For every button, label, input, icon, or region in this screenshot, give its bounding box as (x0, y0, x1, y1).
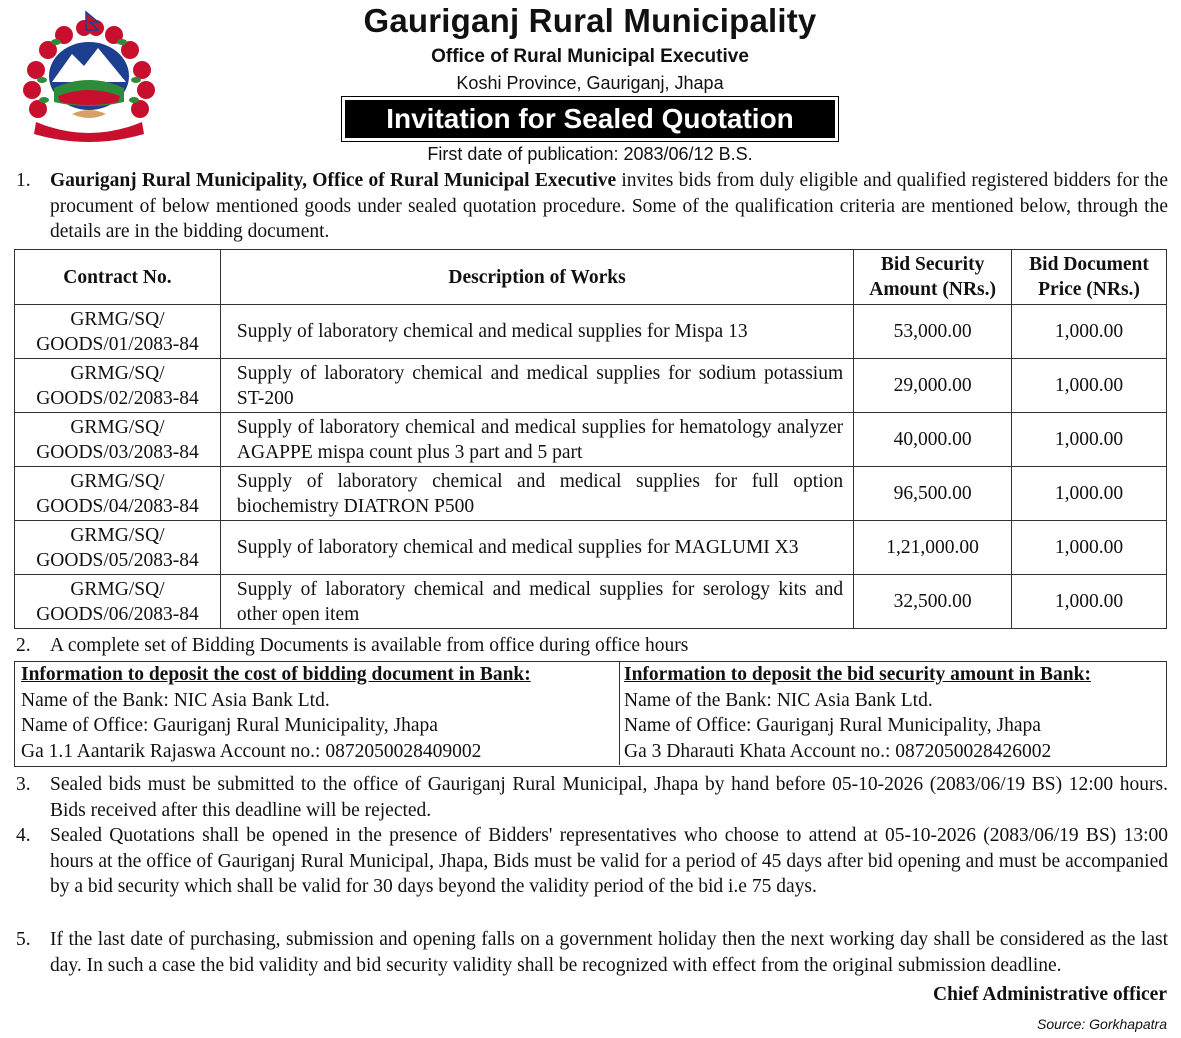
contracts-table (14, 249, 1167, 629)
bank-account-no: Ga 1.1 Aantarik Rajaswa Account no.: 0872050028409002 (21, 740, 482, 762)
bank-info-box (14, 661, 1167, 767)
contract-no-cell: GRMG/SQ/ GOODS/01/2083-84 (15, 305, 221, 359)
office-name: Office of Rural Municipal Executive (431, 46, 749, 67)
clause-4 (14, 823, 1168, 900)
source-credit: Source: Gorkhapatra (1037, 1016, 1167, 1032)
contract-no-cell: GRMG/SQ/ GOODS/02/2083-84 (15, 359, 221, 413)
description-cell: Supply of laboratory chemical and medical supplies for sodium potassium ST-200 (220, 359, 853, 413)
clause-number: 5. (16, 929, 31, 950)
clause-number: 2. (16, 635, 31, 656)
contract-no-cell: GRMG/SQ/ GOODS/04/2083-84 (15, 467, 221, 521)
clause-text: Sealed Quotations shall be opened in the presence of Bidders' representatives who choose to attend at 05-10-2026 (2083/06/19 BS) 13:00 hours at the office of Gauriganj Rural Municipal, Jhapa, Bids must be valid for a period of 45 days after bid opening and must be accompanied by a bid security which shall be valid for 30 days beyond the validity period of the bid i.e 75 days. (50, 825, 1168, 897)
header-contract-no: Contract No. (15, 250, 221, 305)
description-cell: Supply of laboratory chemical and medical supplies for Mispa 13 (220, 305, 853, 359)
clause-body-text: invites bids from duly eligible and qualified registered bidders for the procument of below mentioned goods under sealed quotation procedure. Some of the qualification criteria are mentioned below, through the details are in the bidding document. (50, 170, 1168, 242)
header-bid-security: Bid Security Amount (NRs.) (854, 250, 1012, 305)
notice-banner: Invitation for Sealed Quotation (345, 100, 835, 138)
document-price-cell: 1,000.00 (1012, 305, 1167, 359)
document-price-cell: 1,000.00 (1012, 359, 1167, 413)
table-row (15, 521, 1167, 575)
clause-5 (14, 927, 1168, 978)
bid-security-cell: 96,500.00 (854, 467, 1012, 521)
table-row (15, 413, 1167, 467)
clause-number: 4. (16, 825, 31, 846)
contract-no-cell: GRMG/SQ/ GOODS/03/2083-84 (15, 413, 221, 467)
clause-1 (14, 168, 1168, 245)
description-cell: Supply of laboratory chemical and medical supplies for full option biochemistry DIATRON P500 (220, 467, 853, 521)
contract-no-cell: GRMG/SQ/ GOODS/06/2083-84 (15, 575, 221, 629)
clause-bold-text: Gauriganj Rural Municipality, Office of Rural Municipal Executive (50, 170, 617, 191)
clause-3 (14, 772, 1168, 823)
bank-account-no: Ga 3 Dharauti Khata Account no.: 0872050028426002 (624, 740, 1052, 762)
document-price-cell: 1,000.00 (1012, 575, 1167, 629)
description-cell: Supply of laboratory chemical and medical supplies for hematology analyzer AGAPPE mispa count plus 3 part and 5 part (220, 413, 853, 467)
bank-info-heading: Information to deposit the cost of bidding document in Bank: (21, 664, 531, 685)
clause-number: 3. (16, 774, 31, 795)
bid-security-cell: 1,21,000.00 (854, 521, 1012, 575)
table-row (15, 359, 1167, 413)
table-row (15, 575, 1167, 629)
document-price-cell: 1,000.00 (1012, 413, 1167, 467)
nepal-emblem-icon (14, 10, 164, 146)
bid-security-cell: 29,000.00 (854, 359, 1012, 413)
bank-info-document-cost (21, 662, 611, 765)
clause-number: 1. (16, 170, 31, 191)
clause-text: Sealed bids must be submitted to the office of Gauriganj Rural Municipal, Jhapa by hand before 05-10-2026 (2083/06/19 BS) 12:00 hours. Bids received after this deadline will be rejected. (50, 774, 1168, 821)
clause-text: If the last date of purchasing, submission and opening falls on a government holiday then the next working day shall be considered as the last day. In such a case the bid validity and bid security validity shall be recognized with effect from the original submission deadline. (50, 929, 1168, 976)
bid-security-cell: 32,500.00 (854, 575, 1012, 629)
municipality-title: Gauriganj Rural Municipality (363, 2, 817, 39)
clause-text (50, 168, 1168, 245)
bank-info-bid-security (619, 662, 1165, 765)
header-description: Description of Works (220, 250, 853, 305)
office-address: Koshi Province, Gauriganj, Jhapa (456, 73, 724, 93)
contract-no-cell: GRMG/SQ/ GOODS/05/2083-84 (15, 521, 221, 575)
header-document-price: Bid Document Price (NRs.) (1012, 250, 1167, 305)
bank-info-heading: Information to deposit the bid security amount in Bank: (624, 664, 1091, 685)
description-cell: Supply of laboratory chemical and medical supplies for MAGLUMI X3 (220, 521, 853, 575)
bid-security-cell: 53,000.00 (854, 305, 1012, 359)
document-price-cell: 1,000.00 (1012, 467, 1167, 521)
table-row (15, 305, 1167, 359)
clause-2 (14, 633, 1168, 659)
bank-office-name: Name of Office: Gauriganj Rural Municipality, Jhapa (21, 715, 438, 736)
table-header-row (15, 250, 1167, 305)
clause-text: A complete set of Bidding Documents is available from office during office hours (50, 635, 689, 656)
description-cell: Supply of laboratory chemical and medical supplies for serology kits and other open item (220, 575, 853, 629)
document-price-cell: 1,000.00 (1012, 521, 1167, 575)
signatory-title: Chief Administrative officer (933, 984, 1167, 1005)
bank-office-name: Name of Office: Gauriganj Rural Municipality, Jhapa (624, 715, 1041, 736)
bid-security-cell: 40,000.00 (854, 413, 1012, 467)
publication-date: First date of publication: 2083/06/12 B.S. (427, 144, 753, 164)
bank-name: Name of the Bank: NIC Asia Bank Ltd. (21, 689, 330, 711)
table-row (15, 467, 1167, 521)
bank-name: Name of the Bank: NIC Asia Bank Ltd. (624, 689, 933, 711)
